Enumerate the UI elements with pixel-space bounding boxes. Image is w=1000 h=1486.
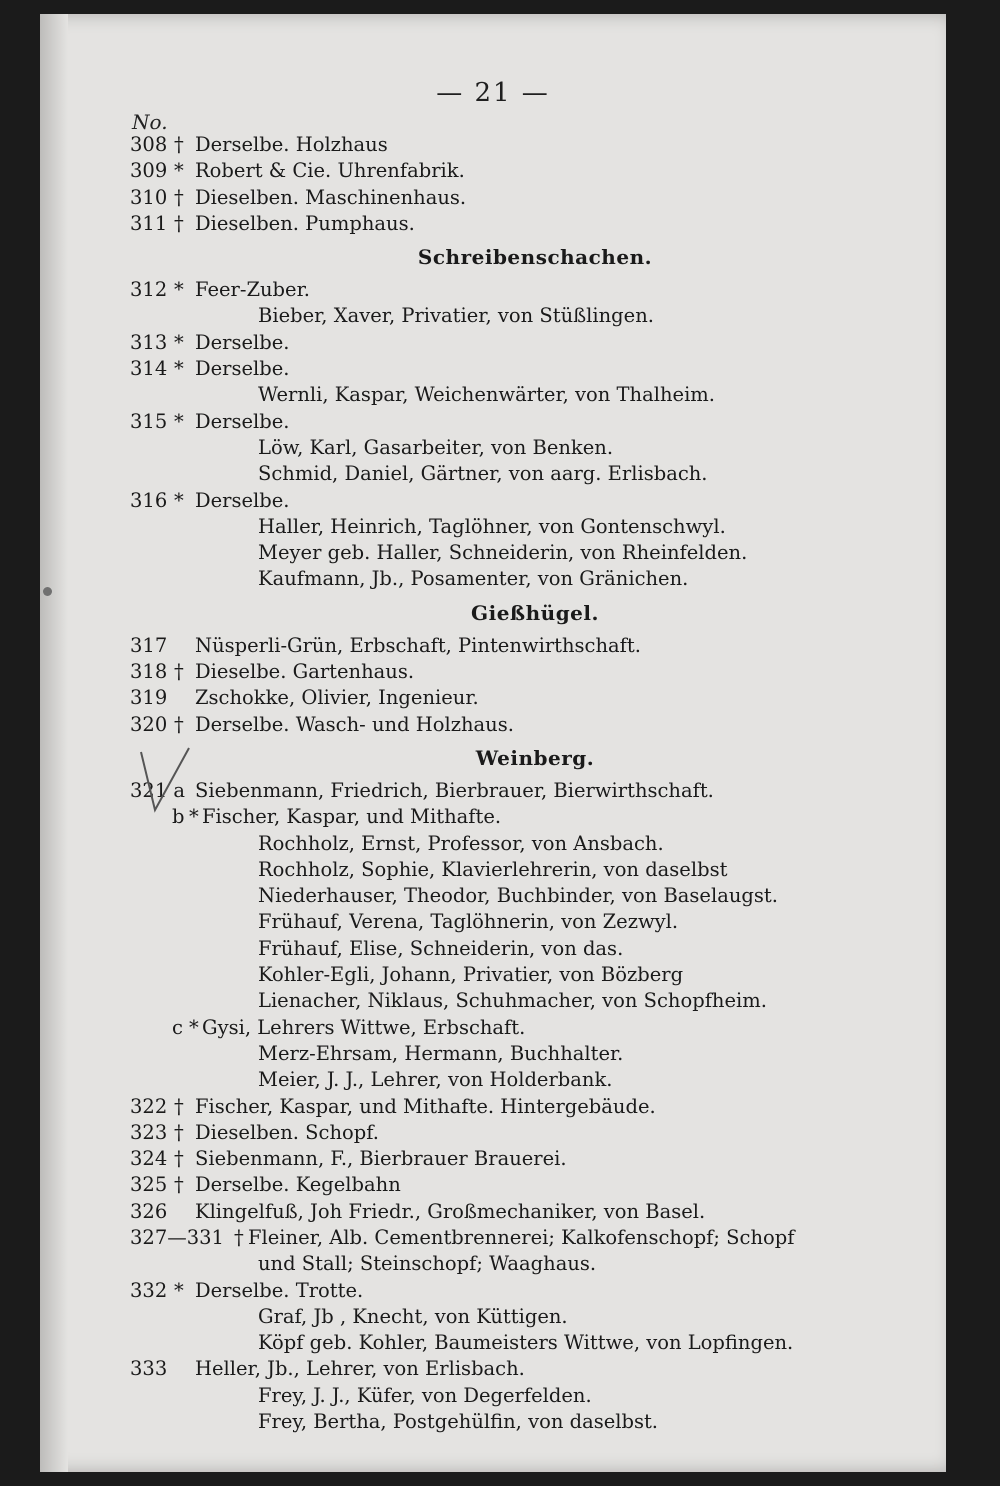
entry-text: Wernli, Kaspar, Weichenwärter, von Thalheim. [258,383,715,407]
entry-row [130,488,940,514]
entry-row [130,566,940,592]
entry-text: Derselbe. Holzhaus [195,133,388,156]
entry-row [130,1094,940,1120]
entry-text: Dieselben. Pumphaus. [195,211,415,235]
entry-text: Frey, J. J., Küfer, von Degerfelden. [258,1383,592,1407]
entry-row [130,1225,940,1251]
entry-text: Zschokke, Olivier, Ingenieur. [195,686,479,710]
pencil-mark [135,744,195,824]
entry-text: Heller, Jb., Lehrer, von Erlisbach. [195,1357,525,1381]
entry-mark: † [174,133,184,156]
entry-text: Löw, Karl, Gasarbeiter, von Benken. [258,435,614,459]
entry-row [130,382,940,408]
margin-dot [43,587,52,596]
section-heading-text: Gießhügel. [471,600,599,625]
entry-text: Lienacher, Niklaus, Schuhmacher, von Schopfheim. [258,989,767,1013]
entry-text: Derselbe. Trotte. [195,1278,364,1302]
entry-number: 313 [130,330,168,354]
entry-text: Haller, Heinrich, Taglöhner, von Gontenschwyl. [258,514,726,538]
entry-row [130,778,940,804]
entry-text: Rochholz, Ernst, Professor, von Ansbach. [258,831,664,855]
entry-row [130,936,940,962]
entry-text: Fischer, Kaspar, und Mithafte. [202,805,502,829]
entry-number: 332 [130,1278,168,1302]
entry-number: 333 [130,1357,168,1381]
entry-mark: † [174,185,184,209]
entry-text: Dieselben. Maschinenhaus. [195,185,467,209]
entry-number: 323 [130,1120,168,1144]
entry-mark: * [174,488,184,512]
entry-row [130,185,940,211]
entry-row [130,659,940,685]
entry-text: Frühauf, Elise, Schneiderin, von das. [258,936,624,960]
entry-mark: † [174,1120,184,1144]
entry-row [130,1409,940,1435]
entry-mark: * [189,805,199,829]
entry-sub-letter: b [172,805,185,829]
entry-row [130,883,940,909]
entry-text: Rochholz, Sophie, Klavierlehrerin, von daselbst [258,857,728,881]
entry-row [130,1278,940,1304]
entry-text: Robert & Cie. Uhrenfabrik. [195,159,465,183]
entry-mark: † [234,1225,244,1249]
entry-row [130,1383,940,1409]
section-heading-text: Schreibenschachen. [417,245,653,270]
entry-number: 325 [130,1173,168,1197]
entry-row [130,988,940,1014]
entry-number: 324 [130,1147,168,1171]
entry-row [130,1356,940,1382]
entry-text: Niederhauser, Theodor, Buchbinder, von Baselaugst. [258,884,778,908]
entry-number: 319 [130,686,168,710]
entry-row [130,857,940,883]
entry-number: 310 [130,185,168,209]
entry-number: 316 [130,488,168,512]
entry-row [130,211,940,237]
entry-row [130,831,940,857]
entry-number: 320 [130,712,168,736]
entry-text: Meyer geb. Haller, Schneiderin, von Rheinfelden. [258,541,748,565]
entry-row [130,712,940,738]
entry-mark: * [189,1015,199,1039]
entry-row [130,409,940,435]
entry-row [130,1304,940,1330]
entry-text: Merz-Ehrsam, Hermann, Buchhalter. [258,1041,624,1065]
entry-row [130,1067,940,1093]
entry-mark: * [174,357,184,381]
entry-mark: * [174,409,184,433]
entry-text: Frühauf, Verena, Taglöhnerin, von Zezwyl. [258,910,679,934]
entry-mark: * [174,159,184,183]
entry-row [130,330,940,356]
entry-text: Fischer, Kaspar, und Mithafte. Hintergebäude. [195,1094,656,1118]
entry-text: Dieselben. Schopf. [195,1120,379,1144]
section-heading [130,237,940,277]
entry-mark: † [174,211,184,235]
entry-number: 318 [130,660,168,684]
entry-row [130,435,940,461]
section-heading-text: Weinberg. [475,745,595,770]
entry-text: Siebenmann, F., Bierbrauer Brauerei. [195,1147,567,1171]
entry-row [130,277,940,303]
entry-text: Graf, Jb , Knecht, von Küttigen. [258,1304,568,1328]
entry-text: Frey, Bertha, Postgehülfin, von daselbst. [258,1410,659,1434]
section-heading [130,593,940,633]
entry-row [130,1172,940,1198]
entry-row [130,909,940,935]
entry-text: Klingelfuß, Joh Friedr., Großmechaniker, von Basel. [195,1199,706,1223]
section-heading [130,738,940,778]
entry-text: Derselbe. [195,357,290,381]
entry-row [130,1330,940,1356]
entry-text: Derselbe. [195,330,290,354]
entry-row [130,1015,940,1041]
entry-mark: † [174,1147,184,1171]
entry-row [130,461,940,487]
entry-row [130,540,940,566]
entry-number: 309 [130,159,168,183]
entry-text: Kohler-Egli, Johann, Privatier, von Bözberg [258,963,684,987]
entry-text: Nüsperli-Grün, Erbschaft, Pintenwirthschaft. [195,633,641,657]
entry-text: Fleiner, Alb. Cementbrennerei; Kalkofenschopf; Schopf [248,1225,795,1249]
entry-row [130,1251,940,1277]
entry-mark: * [174,330,184,354]
entry-mark: † [174,1094,184,1118]
entry-text: Dieselbe. Gartenhaus. [195,660,415,684]
directory-listing [130,132,940,1435]
entry-number: 326 [130,1199,168,1223]
entry-number: 314 [130,357,168,381]
entry-number: 312 [130,278,168,302]
entry-text: Meier, J. J., Lehrer, von Holderbank. [258,1068,613,1092]
entry-number: 321 a [130,778,186,802]
entry-number: 308 [130,133,168,156]
entry-mark: * [174,278,184,302]
entry-mark: * [174,1278,184,1302]
entry-text: Gysi, Lehrers Wittwe, Erbschaft. [202,1015,526,1039]
entry-text: Derselbe. [195,488,290,512]
page-number: — 21 — [436,78,550,108]
entry-row [130,303,940,329]
entry-row [130,633,940,659]
entry-text: Derselbe. [195,409,290,433]
entry-text: Siebenmann, Friedrich, Bierbrauer, Bierwirthschaft. [195,778,714,802]
entry-row [130,158,940,184]
entry-number: 317 [130,633,168,657]
entry-row [130,356,940,382]
entry-row [130,804,940,830]
entry-text: Köpf geb. Kohler, Baumeisters Wittwe, von Lopfingen. [258,1331,794,1355]
entry-row [130,1041,940,1067]
entry-text: Kaufmann, Jb., Posamenter, von Gränichen. [258,567,689,591]
entry-text: Bieber, Xaver, Privatier, von Stüßlingen. [258,304,654,328]
entry-row [130,962,940,988]
entry-number: 311 [130,211,168,235]
entry-number: 322 [130,1094,168,1118]
entry-mark: † [174,712,184,736]
entry-text: Schmid, Daniel, Gärtner, von aarg. Erlisbach. [258,462,708,486]
entry-row [130,685,940,711]
entry-mark: † [174,1173,184,1197]
entry-row [130,514,940,540]
entry-text: Derselbe. Wasch- und Holzhaus. [195,712,514,736]
entry-row [130,1120,940,1146]
entry-sub-letter: c [172,1015,183,1039]
entry-row [130,1199,940,1225]
entry-mark: † [174,660,184,684]
column-label: No. [132,110,168,134]
page-spine-shadow [40,14,68,1472]
document-page [40,14,946,1472]
entry-row [130,132,940,158]
entry-text: und Stall; Steinschopf; Waaghaus. [258,1252,597,1276]
entry-text: Derselbe. Kegelbahn [195,1173,401,1197]
entry-row [130,1146,940,1172]
entry-text: Feer-Zuber. [195,278,310,302]
entry-number: 315 [130,409,168,433]
entry-number: 327—331 [130,1225,224,1249]
